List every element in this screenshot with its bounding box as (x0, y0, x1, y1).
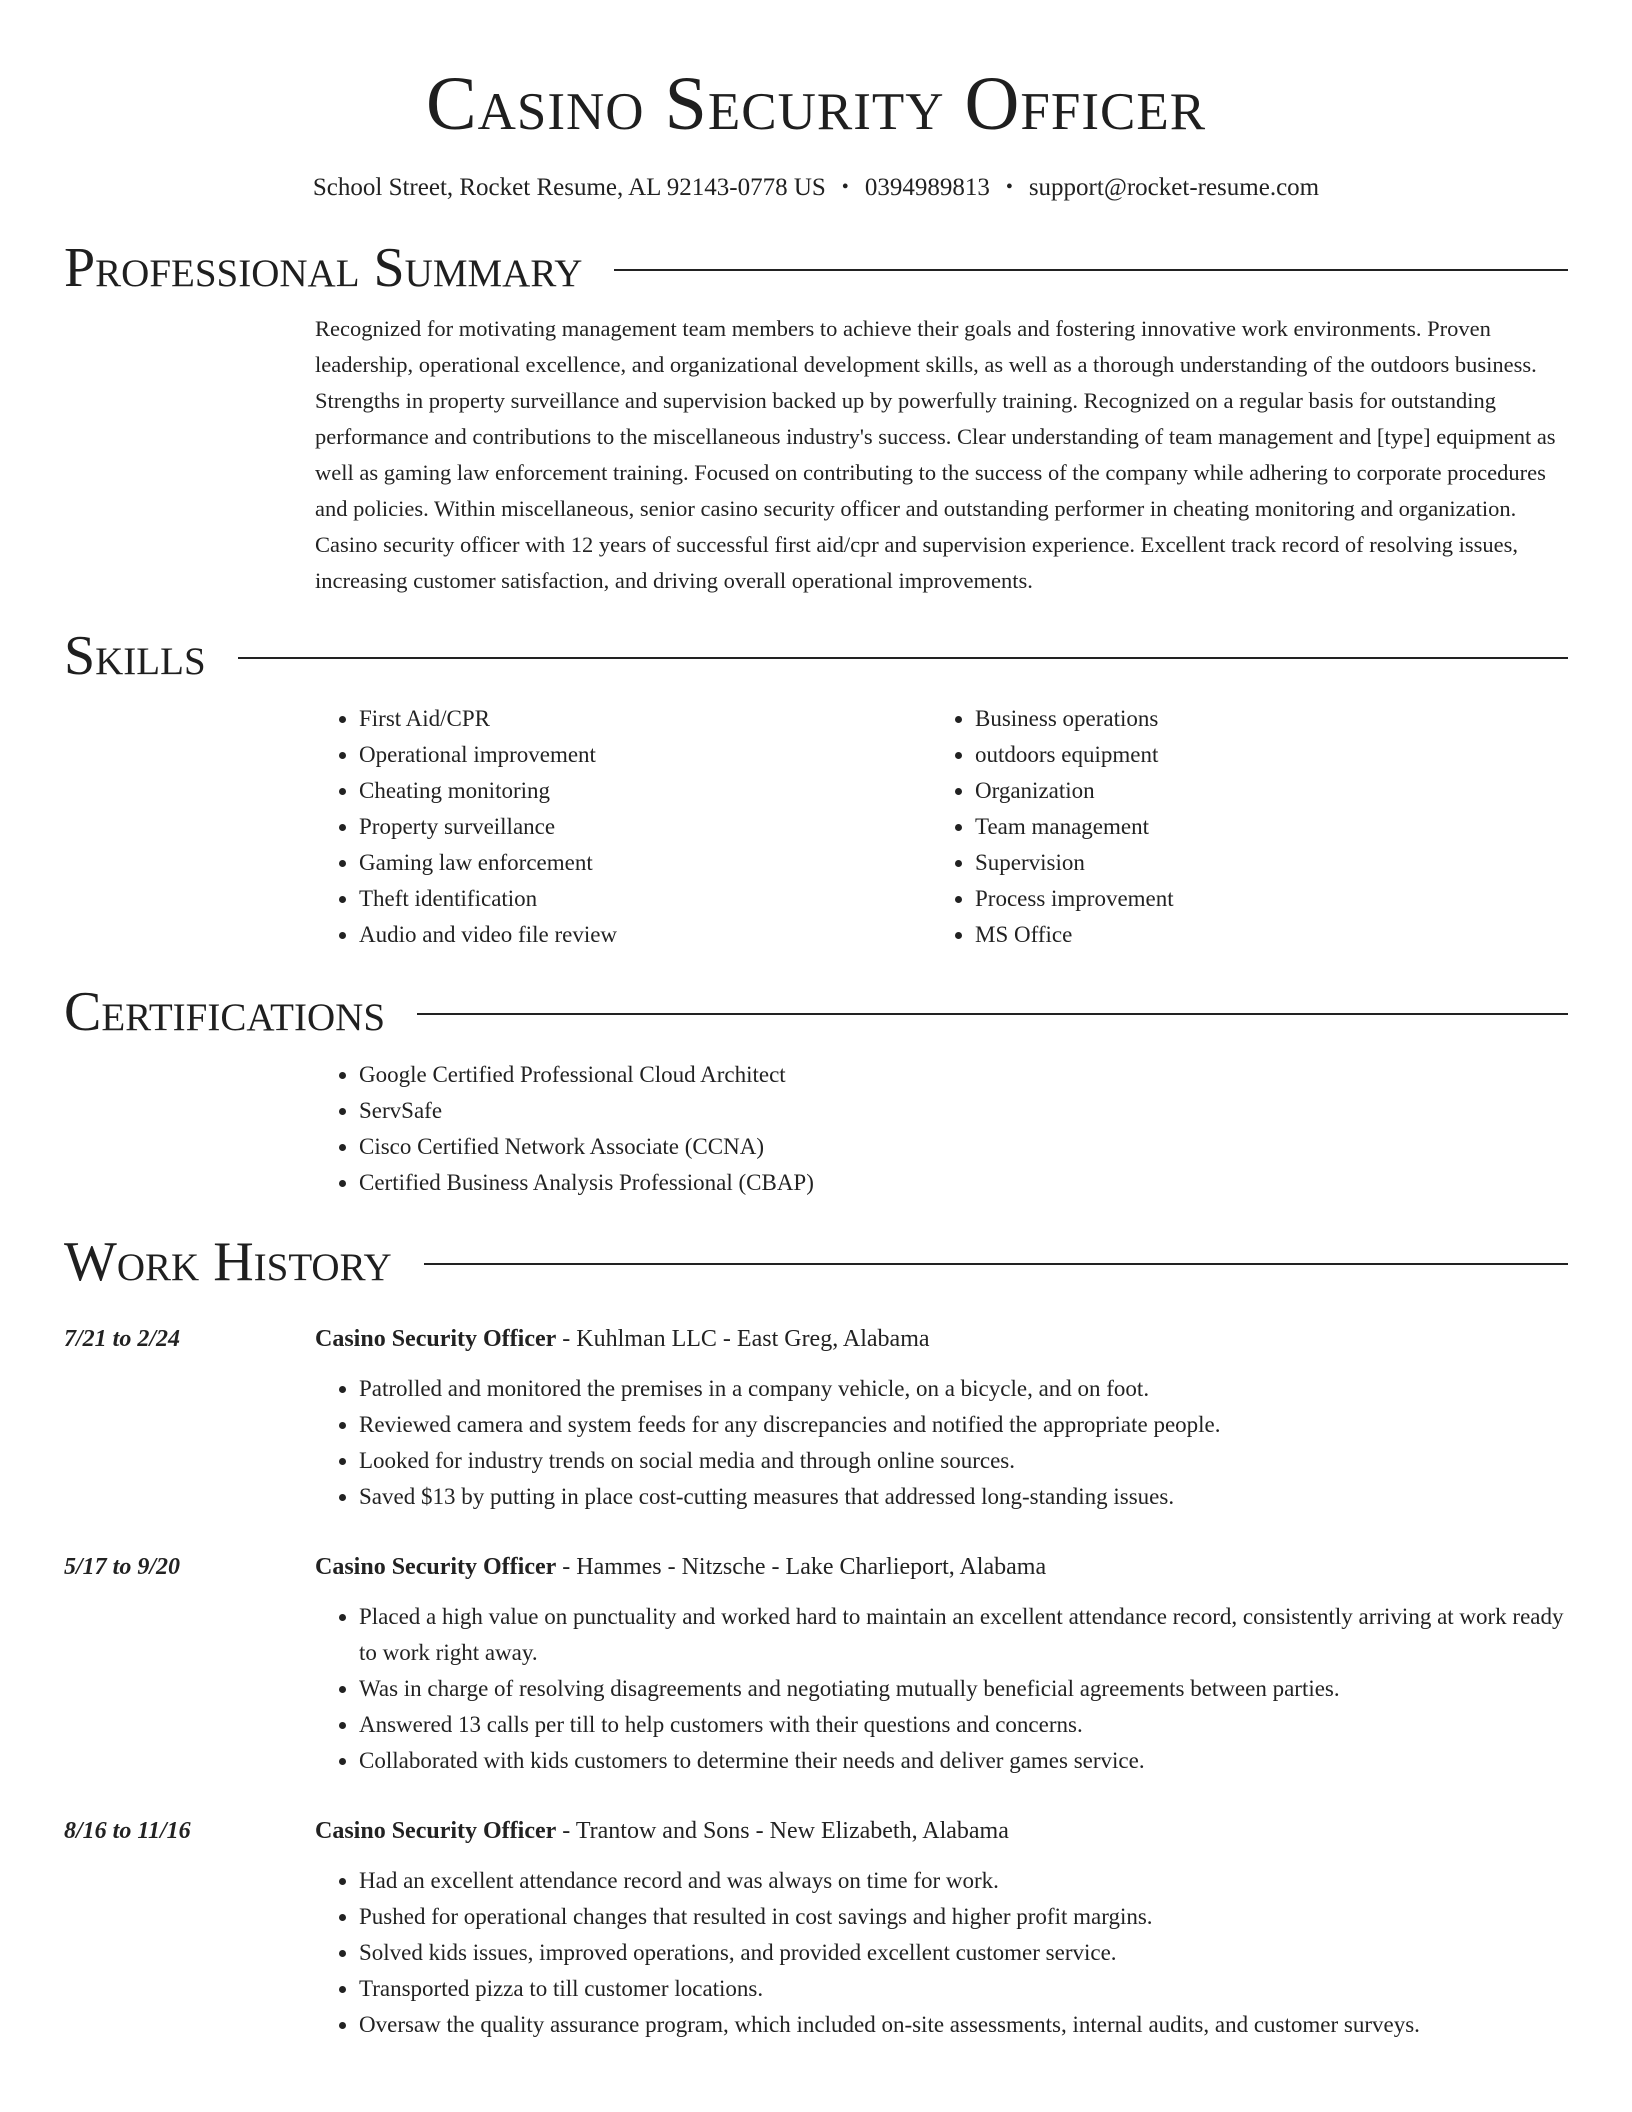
skill-item: • Process improvement (975, 881, 1547, 917)
skill-item: • Audio and video file review (359, 917, 931, 953)
skill-item: • Team management (975, 809, 1547, 845)
job-bullet: • Was in charge of resolving disagreements and negotiating mutually beneficial agreements between parties. (359, 1671, 1568, 1707)
bullet-separator-icon: • (1005, 176, 1013, 198)
certification-item: • ServSafe (359, 1093, 1568, 1129)
contact-phone: 0394989813 (864, 174, 990, 201)
job-bullet: • Answered 13 calls per till to help customers with their questions and concerns. (359, 1707, 1568, 1743)
job-header (315, 1549, 1568, 1585)
section-divider (424, 1263, 1568, 1265)
bullet-separator-icon: • (841, 176, 849, 198)
job-bullet: • Patrolled and monitored the premises in a company vehicle, on a bicycle, and on foot. (359, 1371, 1568, 1407)
job-dates: 7/21 to 2/24 (64, 1326, 181, 1352)
work-heading: Work History (64, 1231, 392, 1293)
job-bullet: • Had an excellent attendance record and was always on time for work. (359, 1863, 1568, 1899)
skill-item: • MS Office (975, 917, 1547, 953)
job-employer: - Hammes - Nitzsche - Lake Charlieport, Alabama (556, 1554, 1047, 1580)
job-bullet: • Reviewed camera and system feeds for any discrepancies and notified the appropriate people. (359, 1407, 1568, 1443)
summary-heading: Professional Summary (64, 237, 583, 299)
skills-list-left (315, 701, 931, 953)
job-bullets (315, 1599, 1568, 1779)
skill-item: • Business operations (975, 701, 1547, 737)
skill-item: • Property surveillance (359, 809, 931, 845)
job-employer: - Trantow and Sons - New Elizabeth, Alabama (556, 1818, 1009, 1844)
job-bullet: • Solved kids issues, improved operations, and provided excellent customer service. (359, 1935, 1568, 1971)
job-header (315, 1813, 1568, 1849)
job-entry (64, 1813, 1568, 2043)
job-bullets (315, 1863, 1568, 2043)
job-bullet: • Saved $13 by putting in place cost-cutting measures that addressed long-standing issues. (359, 1479, 1568, 1515)
skill-item: • Supervision (975, 845, 1547, 881)
job-bullet: • Looked for industry trends on social media and through online sources. (359, 1443, 1568, 1479)
job-details (315, 1549, 1568, 1779)
job-entry (64, 1321, 1568, 1515)
summary-text: Recognized for motivating management team members to achieve their goals and fostering innovative work environments. Proven leadership, operational excellence, and organizational development skills, as well as a thorough understanding of the outdoors business. Strengths in property surveillance and supervision backed up by powerfully training. Recognized on a regular basis for outstanding performance and contributions to the miscellaneous industry's success. Clear understanding of team management and [type] equipment as well as gaming law enforcement training. Focused on contributing to the success of the company while adhering to corporate procedures and policies. Within miscellaneous, senior casino security officer and outstanding performer in cheating monitoring and organization. Casino security officer with 12 years of successful first aid/cpr and supervision experience. Excellent track record of resolving issues, increasing customer satisfaction, and driving overall operational improvements. (315, 316, 1556, 593)
contact-line (64, 170, 1568, 205)
skills-section-header (64, 623, 1568, 689)
job-bullet: • Pushed for operational changes that resulted in cost savings and higher profit margins. (359, 1899, 1568, 1935)
certification-item: • Cisco Certified Network Associate (CCNA) (359, 1129, 1568, 1165)
certification-item: • Certified Business Analysis Professional (CBAP) (359, 1165, 1568, 1201)
job-title: Casino Security Officer (315, 1326, 557, 1352)
work-section-header (64, 1229, 1568, 1295)
certifications-heading: Certifications (64, 981, 386, 1043)
job-entry (64, 1549, 1568, 1779)
job-bullet: • Collaborated with kids customers to determine their needs and deliver games service. (359, 1743, 1568, 1779)
job-title: Casino Security Officer (315, 1554, 557, 1580)
section-divider (238, 657, 1568, 659)
resume-title: Casino Security Officer (425, 62, 1207, 146)
job-bullet: • Placed a high value on punctuality and worked hard to maintain an excellent attendance record, consistently arriving at work ready to work right away. (359, 1599, 1568, 1671)
skills-list-right (931, 701, 1547, 953)
job-title: Casino Security Officer (315, 1818, 557, 1844)
job-header (315, 1321, 1568, 1357)
job-bullet: • Oversaw the quality assurance program, which included on-site assessments, internal audits, and customer surveys. (359, 2007, 1568, 2043)
skill-item: • Operational improvement (359, 737, 931, 773)
contact-email: support@rocket-resume.com (1028, 174, 1320, 201)
certifications-list (315, 1057, 1568, 1201)
skills-heading: Skills (64, 625, 206, 687)
summary-section-header (64, 235, 1568, 301)
skill-item: • Cheating monitoring (359, 773, 931, 809)
skills-columns (315, 701, 1568, 953)
job-dates: 8/16 to 11/16 (64, 1818, 191, 1844)
job-employer: - Kuhlman LLC - East Greg, Alabama (556, 1326, 930, 1352)
section-divider (417, 1013, 1568, 1015)
job-dates: 5/17 to 9/20 (64, 1554, 181, 1580)
section-divider (614, 269, 1568, 271)
skill-item: • outdoors equipment (975, 737, 1547, 773)
job-bullets (315, 1371, 1568, 1515)
job-bullet: • Transported pizza to till customer locations. (359, 1971, 1568, 2007)
skill-item: • Organization (975, 773, 1547, 809)
skill-item: • First Aid/CPR (359, 701, 931, 737)
certification-item: • Google Certified Professional Cloud Architect (359, 1057, 1568, 1093)
skill-item: • Theft identification (359, 881, 931, 917)
job-details (315, 1813, 1568, 2043)
skill-item: • Gaming law enforcement (359, 845, 931, 881)
certifications-section-header (64, 979, 1568, 1045)
contact-address: School Street, Rocket Resume, AL 92143-0778 US (312, 174, 826, 201)
job-details (315, 1321, 1568, 1515)
